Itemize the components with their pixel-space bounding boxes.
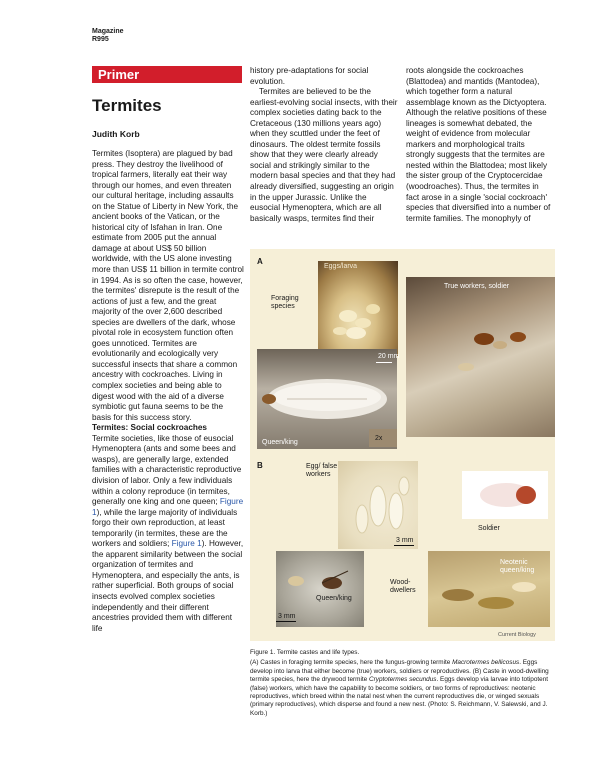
eggs-larva-photo xyxy=(318,261,398,356)
scale-20mm-label: 20 mm xyxy=(378,353,400,360)
scale-bar-3mm-b xyxy=(276,621,296,622)
paragraph: roots alongside the cockroaches (Blattodea) and mantids (Mantodea), which together form a natural assemblage known as the Dictyoptera. Although the relative positions of these lineages is somewhat debated, the weight of evidence from molecular markers and morphological traits strongly suggests that the termites are nested within the Blattodea; most likely the sister group of the Cryptocercidae (woodroaches). Thus, the termites in fact arose in a single 'social cockroach' species that diversified into a number of termite families. The monophyly of xyxy=(406,66,551,223)
text-column-1 xyxy=(92,149,244,634)
paragraph: Termites are believed to be the earliest-evolving social insects, with their complex societies dating back to the Cretaceous (130 millions years ago) when they scuttled under the feet of dinosaurs. The oldest termite fossils show that they were clearly already social and strikingly similar to the modern basal species and that they had already diversified, suggesting an origin in the upper Jurassic. Unlike the eusocial Hymenoptera, which are all basically wasps, termites find their xyxy=(250,87,398,223)
true-workers-photo xyxy=(406,277,555,437)
journal-section: Magazine xyxy=(92,28,124,35)
article-author: Judith Korb xyxy=(92,129,140,139)
journal-header xyxy=(92,28,124,44)
text-run: Termite societies, like those of eusocial Hymenoptera (ants and some bees and wasps), are generally large, extended families with a characteristic reproductive division of labor. Only a few individuals within a colony reproduce (in termites, generally one king and one queen; xyxy=(92,433,242,507)
figure-1 xyxy=(250,249,555,641)
panel-b-letter: B xyxy=(257,461,263,470)
egg-false-workers-label: Egg/ false workers xyxy=(306,463,338,478)
page-number: R995 xyxy=(92,36,109,43)
scale-3mm-label-a: 3 mm xyxy=(396,537,414,544)
figure-1-link[interactable]: Figure 1 xyxy=(92,497,244,517)
soldier-label: Soldier xyxy=(478,525,500,532)
neotenic-label: Neotenic queen/king xyxy=(500,559,535,574)
text-column-3 xyxy=(406,66,554,224)
queen-king-label-a: Queen/king xyxy=(262,439,298,446)
text-run: . Eggs develop via larvae into totipotent (false) workers, which have the capability to become soldiers, or two forms of reproductives: neotenic reproductives, which breed within the natal nest when the current reproductives die, or winged sexuals (primary reproductives), which disperse and found a new nest. (Photo: S. Reichmann, V. Salewski, and J. Korb.) xyxy=(250,676,549,717)
caption-body xyxy=(250,659,555,718)
intro-paragraph: Termites (Isoptera) are plagued by bad press. They destroy the livelihood of tropical farmers, literally eat their way through our homes, and even threaten our cultural heritage, including assaults on the Statue of Liberty in New York, the ancient books of the Vatican, or the historical city of Isfahan in Iran. One estimate from 2005 put the annual damage at about US$ 50 billion worldwide, with the US alone investing more than US$ 11 billion in termite control in 1994. As is so often the case, however, the termites' disrepute is the result of the actions of just a few, and the great majority of the over 2,600 described species are dwellers of the dark, whose pivotal role in ecosystem function often goes unnoticed. Termites are evolutionarily and ecologically very successful insects that share a common ancestry with cockroaches. Living in complex societies and being able to digest wood with the aid of a diverse symbiotic gut fauna seems to be the basis for this success story. xyxy=(92,149,244,422)
scale-bar-3mm-a xyxy=(394,545,414,546)
section-heading: Termites: Social cockroaches xyxy=(92,423,207,433)
article-title: Termites xyxy=(92,96,162,115)
social-cockroaches-paragraph xyxy=(92,434,244,634)
panel-a-letter: A xyxy=(257,257,263,266)
text-run: . Eggs develop into larva that either become (true) workers, soldiers or reproductives. (B) Caste in wood-dwelling termite species, here the drywood termite xyxy=(250,659,549,684)
workers-illustration xyxy=(406,277,555,437)
species-name: Macrotermes bellicosus xyxy=(452,659,520,667)
false-workers-illustration xyxy=(338,461,418,549)
text-run: (A) Castes in foraging termite species, here the fungus-growing termite xyxy=(250,659,453,667)
inset-photo xyxy=(369,429,397,447)
figure-1-link[interactable]: Figure 1 xyxy=(171,539,202,549)
soldier-photo xyxy=(462,471,548,519)
scale-3mm-label-b: 3 mm xyxy=(278,613,296,620)
true-workers-label: True workers, soldier xyxy=(444,283,510,290)
journal-credit: Current Biology xyxy=(498,632,536,638)
foraging-species-label: Foraging species xyxy=(271,295,299,310)
caption-title: Figure 1. Termite castes and life types. xyxy=(250,649,360,656)
text-run: ), while the large majority of individuals forgo their own reproduction, at least temporarily (in termites, these are the workers and soldiers; xyxy=(92,507,238,549)
false-workers-photo xyxy=(338,461,418,549)
text-run: ). However, the apparent similarity between the social organization of termites and Hymenoptera, and especially the ants, is rather superficial. Both groups of social insects evolved complex societies independently and their different ancestries provided them with different life xyxy=(92,539,244,633)
paragraph: history pre-adaptations for social evolution. xyxy=(250,66,369,86)
species-name: Cryptotermes secundus xyxy=(369,676,437,684)
primer-label: Primer xyxy=(98,67,140,82)
scale-2x-label: 2x xyxy=(375,435,383,442)
figure-caption xyxy=(250,649,555,718)
primer-banner xyxy=(92,66,242,83)
eggs-larva-illustration xyxy=(318,261,398,356)
queen-king-label-b: Queen/king xyxy=(316,595,352,602)
scale-bar-20mm xyxy=(376,362,392,363)
text-column-2 xyxy=(250,66,398,224)
wood-dwellers-label: Wood- dwellers xyxy=(390,579,416,594)
eggs-larva-label: Eggs/larva xyxy=(324,263,358,270)
soldier-illustration xyxy=(462,471,548,519)
